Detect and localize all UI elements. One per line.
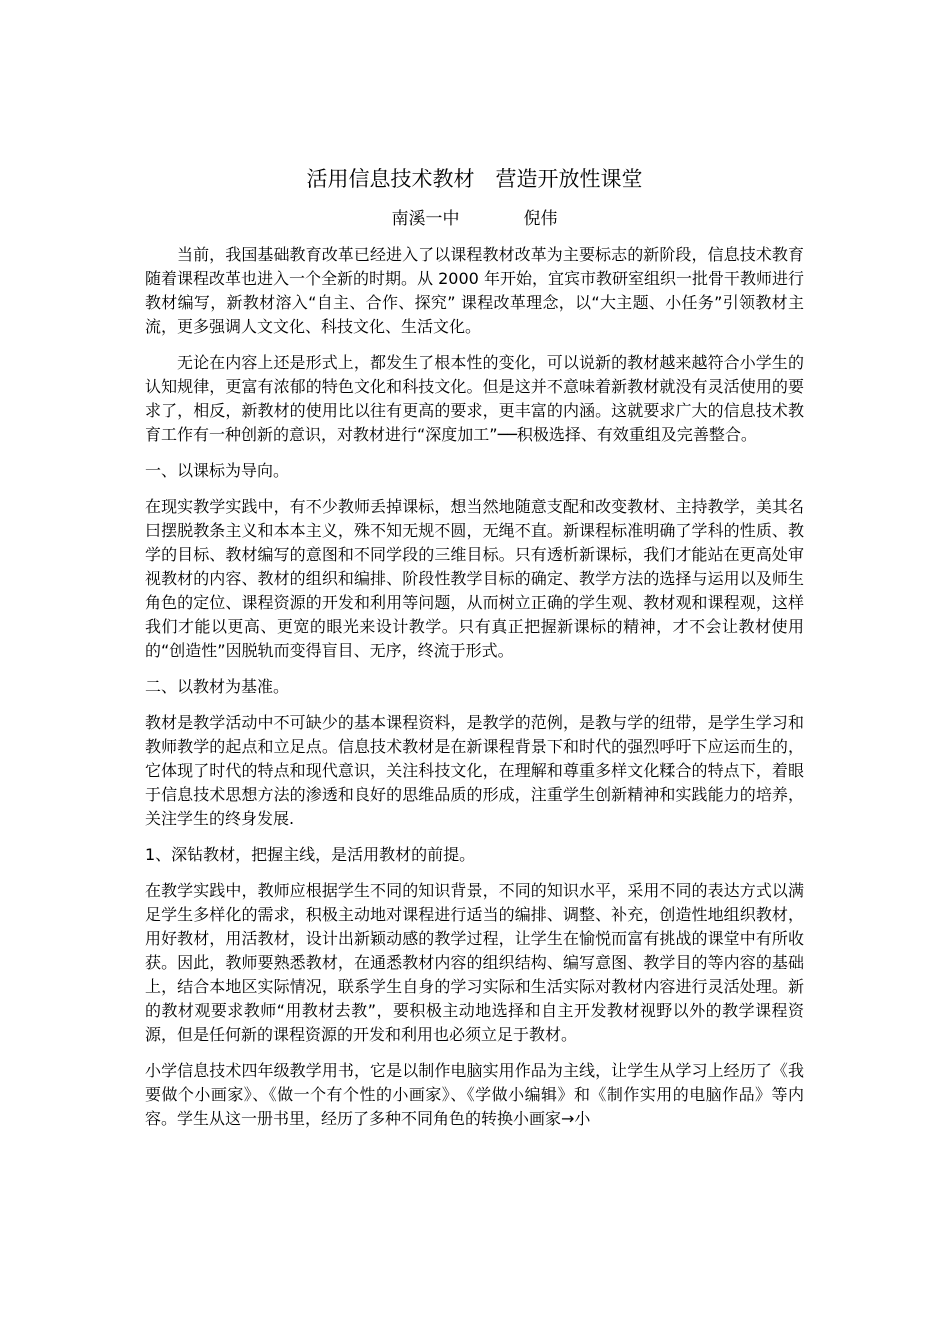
author-school: 南溪一中 [391, 209, 460, 229]
paragraph-subsection-1: 在教学实践中，教师应根据学生不同的知识背景，不同的知识水平，采用不同的表达方式以满足学生多样化的需求，积极主动地对课程进行适当的编排、调整、补充，创造性地组织教材，用好教材，用活教材，设计出新颖动感的教学过程，让学生在愉悦而富有挑战的课堂中有所收获。因此，教师要熟悉教材，在通悉教材内容的组织结构、编写意图、教学目的等内容的基础上，结合本地区实际情况，联系学生自身的学习实际和生活实际对教材内容进行灵活处理。新的教材观要求教师“用教材去教”，要积极主动地选择和自主开发教材视野以外的教学课程资源，但是任何新的课程资源的开发和利用也必须立足于教材。 [145, 881, 804, 1044]
subsection-heading-1: 1、深钻教材，把握主线，是活用教材的前提。 [145, 845, 476, 864]
section-heading-2: 二、以教材为基准。 [145, 677, 290, 696]
paragraph-subsection-2: 小学信息技术四年级教学用书，它是以制作电脑实用作品为主线，让学生从学习上经历了《我要做个小画家》、《做一个有个性的小画家》、《学做小编辑》和《制作实用的电脑作品》等内容。学生从这一册书里，经历了多种不同角色的转换小画家→小 [145, 1061, 804, 1128]
paragraph-section-1: 在现实教学实践中，有不少教师丢掉课标，想当然地随意支配和改变教材、主持教学，美其名曰摆脱教条主义和本本主义，殊不知无规不圆，无绳不直。新课程标准明确了学科的性质、教学的目标、教材编写的意图和不同学段的三维目标。只有透析新课标，我们才能站在更高处审视教材的内容、教材的组织和编排、阶段性教学目标的确定、教学方法的选择与运用以及师生角色的定位、课程资源的开发和利用等问题，从而树立正确的学生观、教材观和课程观，这样我们才能以更高、更宽的眼光来设计教学。只有真正把握新课标的精神，才不会让教材使用的“创造性”因脱轨而变得盲目、无序，终流于形式。 [145, 497, 804, 660]
section-heading-1: 一、以课标为导向。 [145, 461, 290, 480]
author-line [145, 206, 804, 232]
paragraph-section-2: 教材是教学活动中不可缺少的基本课程资料，是教学的范例，是教与学的纽带，是学生学习和教师教学的起点和立足点。信息技术教材是在新课程背景下和时代的强烈呼吁下应运而生的，它体现了时代的特点和现代意识，关注科技文化，在理解和尊重多样文化糅合的特点下，着眼于信息技术思想方法的渗透和良好的思维品质的形成，注重学生创新精神和实践能力的培养，关注学生的终身发展. [145, 713, 804, 828]
paragraph-intro-2: 无论在内容上还是形式上，都发生了根本性的变化，可以说新的教材越来越符合小学生的认知规律，更富有浓郁的特色文化和科技文化。但是这并不意味着新教材就没有灵活使用的要求了，相反，新教材的使用比以往有更高的要求，更丰富的内涵。这就要求广大的信息技术教育工作有一种创新的意识，对教材进行“深度加工”──积极选择、有效重组及完善整合。 [145, 353, 804, 444]
paragraph-intro-1: 当前，我国基础教育改革已经进入了以课程教材改革为主要标志的新阶段，信息技术教育随着课程改革也进入一个全新的时期。从 2000 年开始，宜宾市教研室组织一批骨干教师进行教材编写，新教材溶入“自主、合作、探究” 课程改革理念，以“大主题、小任务”引领教材主流，更多强调人文文化、科技文化、生活文化。 [145, 245, 804, 336]
author-name: 倪伟 [523, 209, 558, 229]
document-title: 活用信息技术教材 营造开放性课堂 [306, 167, 643, 191]
